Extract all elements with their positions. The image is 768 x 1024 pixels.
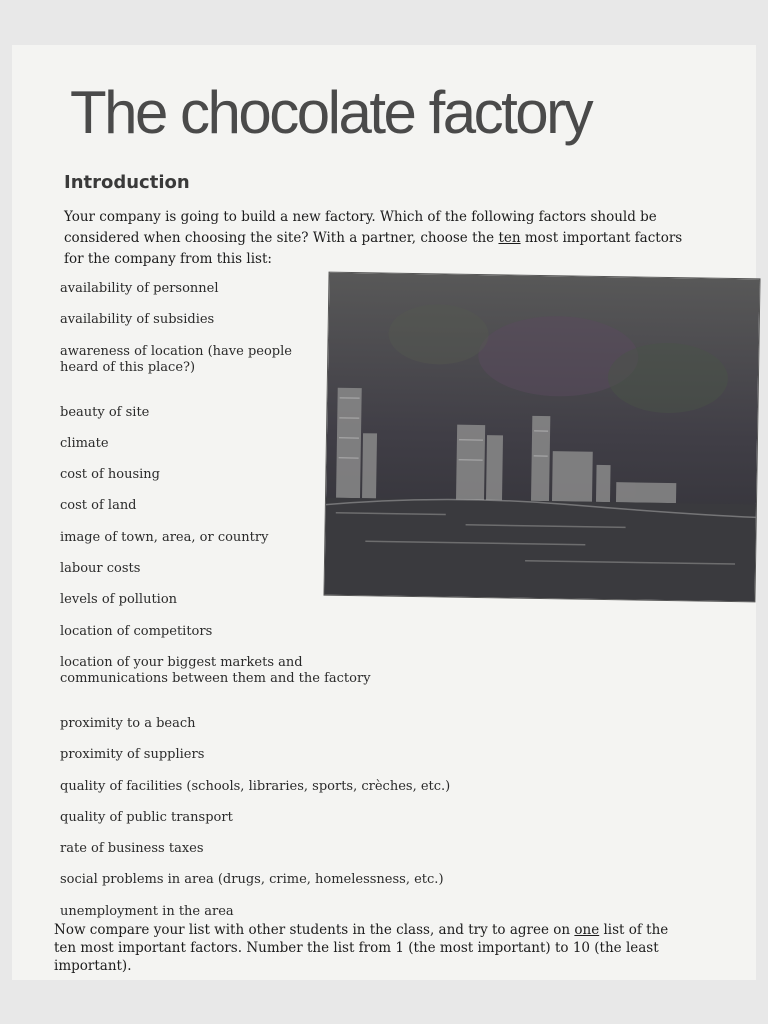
- factor-item: location of your biggest markets and communications between them and the factory: [60, 654, 371, 686]
- factor-item: proximity to a beach: [60, 715, 196, 731]
- factor-item: proximity of suppliers: [60, 747, 205, 763]
- factor-item: availability of subsidies: [60, 312, 215, 328]
- intro-text-start: Your company is going to build a new factory. Which of the following factors should be considered when choosing the site? With a partner, choose the: [64, 209, 657, 246]
- closing-text-start: Now compare your list with other students in the class, and try to agree on: [54, 922, 575, 938]
- section-heading: Introduction: [64, 172, 190, 193]
- intro-emphasis-ten: ten: [498, 230, 521, 246]
- factor-item: image of town, area, or country: [60, 529, 269, 545]
- worksheet-page: [12, 45, 756, 980]
- factor-item: levels of pollution: [60, 592, 178, 608]
- factor-item: beauty of site: [60, 404, 150, 420]
- factor-item: labour costs: [60, 561, 141, 577]
- intro-paragraph: [64, 207, 684, 270]
- intro-text-end: most important factors for the company from this list:: [64, 230, 683, 267]
- closing-emphasis-one: one: [574, 922, 600, 938]
- factor-item: availability of personnel: [60, 281, 219, 296]
- factor-item: quality of facilities (schools, libraries, sports, crèches, etc.): [60, 778, 451, 794]
- closing-text-end: list of the ten most important factors. Number the list from 1 (the most important) to 10 (the least important).: [54, 922, 669, 974]
- page-title: The chocolate factory: [70, 79, 592, 146]
- factor-item: social problems in area (drugs, crime, homelessness, etc.): [60, 872, 444, 888]
- city-skyline-photo: [323, 272, 760, 603]
- factor-item: climate: [60, 435, 109, 451]
- factor-item: unemployment in the area: [60, 903, 234, 919]
- factor-item: rate of business taxes: [60, 841, 204, 857]
- factor-item: cost of housing: [60, 467, 161, 483]
- factor-item: awareness of location (have people heard of this place?): [60, 343, 292, 375]
- factor-item: quality of public transport: [60, 809, 233, 825]
- closing-paragraph: [54, 921, 674, 975]
- factor-item: location of competitors: [60, 623, 213, 639]
- factor-item: cost of land: [60, 498, 137, 514]
